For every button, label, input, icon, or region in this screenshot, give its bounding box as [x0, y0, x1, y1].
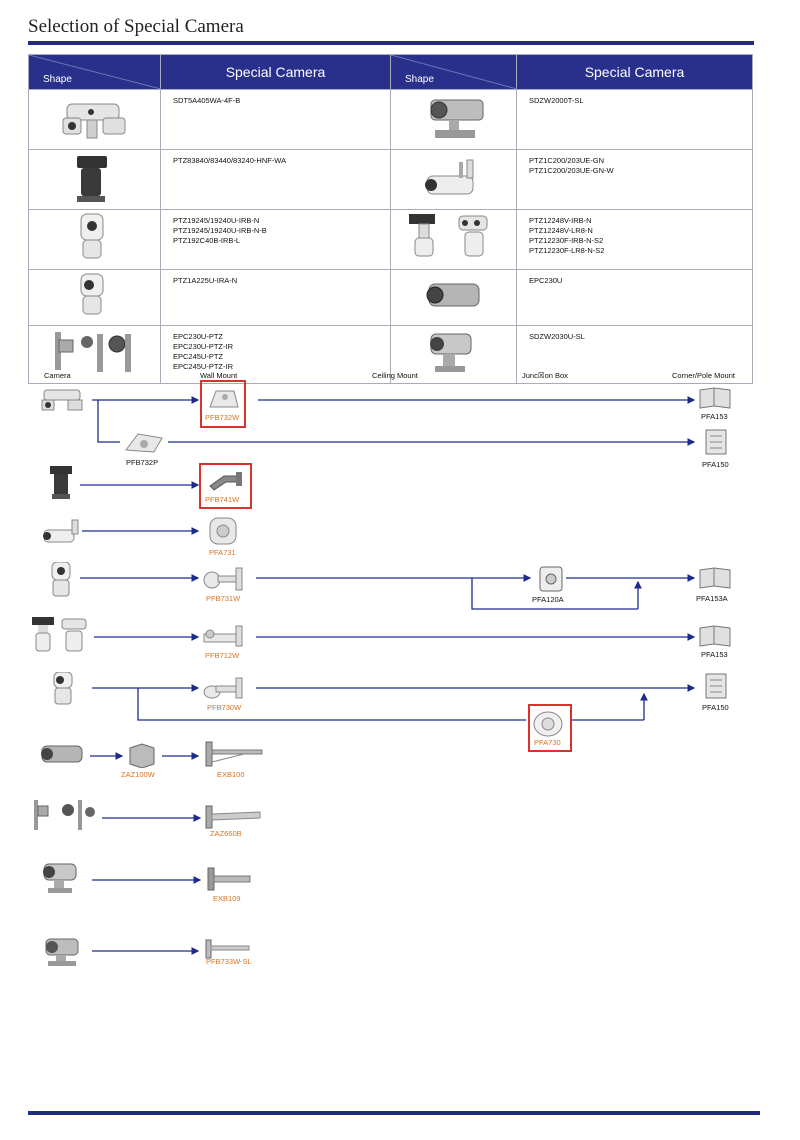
highlight-box: [200, 380, 246, 428]
header-camera-left: Special Camera: [161, 55, 391, 90]
column-ceiling-mount: Ceiling Mount: [372, 371, 418, 380]
camera-models: PTZ83840/83440/83240-HNF-WA: [161, 150, 391, 210]
wall-arm-mount-icon: [202, 676, 244, 702]
dual-lens-camera-icon: [40, 388, 84, 414]
mount-label: PFA153A: [696, 594, 728, 603]
mount-label: PFB712W: [205, 651, 240, 660]
mount-label: ZAZ100W: [121, 770, 155, 779]
wall-bracket-icon: [206, 866, 252, 892]
mount-label: EXB109: [213, 894, 241, 903]
pole-mount-icon: [704, 672, 728, 700]
mount-label: PFB733W-SL: [206, 957, 252, 966]
mount-label: ZAZ660B: [210, 829, 242, 838]
ptz-positioning-camera-icon: [32, 617, 92, 653]
mount-label: PFB730W: [207, 703, 242, 712]
camera-models: PTZ1A225U-IRA-N: [161, 270, 391, 326]
column-corner-pole-mount: Corner/Pole Mount: [672, 371, 735, 380]
mount-label: PFA153: [701, 650, 728, 659]
camera-models: PTZ12248V-IRB-N PTZ12248V-LR8-N PTZ12230F-IRB-N-S2 PTZ12230F-LR8-N-S2: [517, 210, 753, 270]
pole-mount-icon: [704, 428, 728, 456]
column-camera: Camera: [44, 371, 71, 380]
header-shape-label: Shape: [43, 74, 72, 85]
explosion-proof-camera-icon: [42, 937, 82, 969]
mount-label: PFB732P: [126, 458, 159, 467]
camera-models: PTZ1C200/203UE-GN PTZ1C200/203UE-GN-W: [517, 150, 753, 210]
explosion-proof-ptz-icon: [32, 800, 98, 834]
ptz-thermal-camera-icon: [50, 466, 72, 500]
mount-label: PFA153: [701, 412, 728, 421]
stainless-camera-icon: [40, 862, 80, 896]
camera-models: SDZW2000T-SL: [517, 90, 753, 150]
pole-adapter-icon: [208, 516, 238, 546]
corner-mount-icon: [698, 624, 732, 648]
mount-label: PFA150: [702, 703, 729, 712]
camera-models: PTZ19245/19240U-IRB-N PTZ19245/19240U-IRB-N-B PTZ192C40B-IRB-L: [161, 210, 391, 270]
highlight-box: [199, 463, 252, 509]
mount-label: PFA731: [209, 548, 236, 557]
highlight-box: [528, 704, 572, 752]
adapter-box-icon: [126, 742, 158, 768]
bullet-camera-icon: [42, 518, 82, 546]
mount-label: EXB100: [217, 770, 245, 779]
camera-models: EPC230U: [517, 270, 753, 326]
mount-label: PFA730: [534, 738, 561, 747]
column-junction-box: Junc☒on Box: [522, 371, 568, 380]
corner-mount-icon: [698, 386, 732, 410]
wall-arm-mount-icon: [202, 624, 244, 648]
camera-models: EPC230U-PTZ EPC230U-PTZ-IR EPC245U-PTZ EPC245U-PTZ-IR: [161, 326, 391, 384]
wall-bracket-icon: [204, 740, 264, 768]
header-camera-right: Special Camera: [517, 55, 753, 90]
footer-rule: [28, 1111, 760, 1115]
mount-label: PFA120A: [532, 595, 564, 604]
camera-models: SDT5A405WA-4F-B: [161, 90, 391, 150]
page-title: Selection of Special Camera: [28, 16, 244, 37]
column-wall-mount: Wall Mount: [200, 371, 238, 380]
junction-box-icon: [538, 565, 564, 593]
housing-camera-icon: [38, 742, 86, 768]
mount-label: PFB732W: [205, 413, 240, 422]
wall-arm-mount-icon: [202, 566, 244, 592]
corner-mount-icon: [698, 566, 732, 590]
ptz-dome-camera-icon: [50, 562, 72, 598]
header-shape-label: Shape: [405, 74, 434, 85]
mount-label: PFB731W: [206, 594, 241, 603]
ptz-camera-icon: [52, 672, 74, 706]
mount-label: PFA150: [702, 460, 729, 469]
wall-bracket-icon: [204, 804, 262, 830]
mount-label: PFB741W: [205, 495, 240, 504]
ceiling-mount-icon: [124, 430, 164, 456]
camera-models: SDZW2030U-SL: [517, 326, 753, 384]
